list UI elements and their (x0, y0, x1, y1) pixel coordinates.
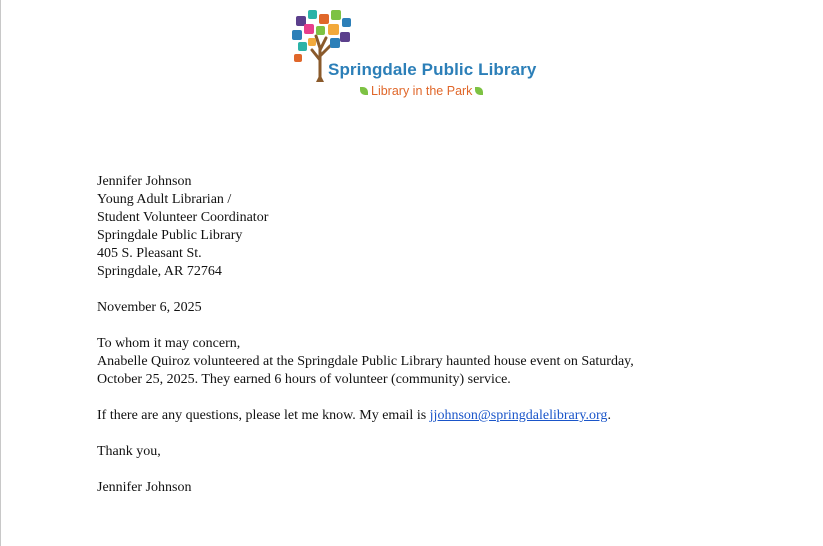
paragraph-2 (97, 407, 717, 425)
sender-organization: Springdale Public Library (97, 228, 243, 243)
tagline (360, 84, 483, 98)
letterhead (288, 6, 548, 96)
sender-city-state-zip: Springdale, AR 72764 (97, 264, 222, 279)
leaf-icon (360, 87, 368, 95)
sender-name: Jennifer Johnson (97, 174, 192, 189)
leaf-icon (475, 87, 483, 95)
paragraph-2-text: If there are any questions, please let me know. My email is (97, 408, 430, 423)
closing: Thank you, (97, 444, 161, 459)
paragraph-1-line-1: Anabelle Quiroz volunteered at the Springdale Public Library haunted house event on Saturday, (97, 354, 634, 369)
sender-title-line-1: Young Adult Librarian / (97, 192, 232, 207)
paragraph-1-line-2: October 25, 2025. They earned 6 hours of volunteer (community) service. (97, 372, 511, 387)
salutation: To whom it may concern, (97, 336, 241, 351)
tagline-text: Library in the Park (371, 84, 473, 98)
sender-street: 405 S. Pleasant St. (97, 246, 202, 261)
signature: Jennifer Johnson (97, 480, 192, 495)
page-edge (0, 0, 1, 546)
sender-address-block (97, 173, 717, 281)
email-link[interactable]: jjohnson@springdalelibrary.org (429, 408, 608, 423)
organization-name: Springdale Public Library (328, 60, 537, 79)
letter-date: November 6, 2025 (97, 300, 202, 315)
letter-body (97, 173, 717, 497)
paragraph-2-end: . (607, 408, 611, 423)
sender-title-line-2: Student Volunteer Coordinator (97, 210, 269, 225)
